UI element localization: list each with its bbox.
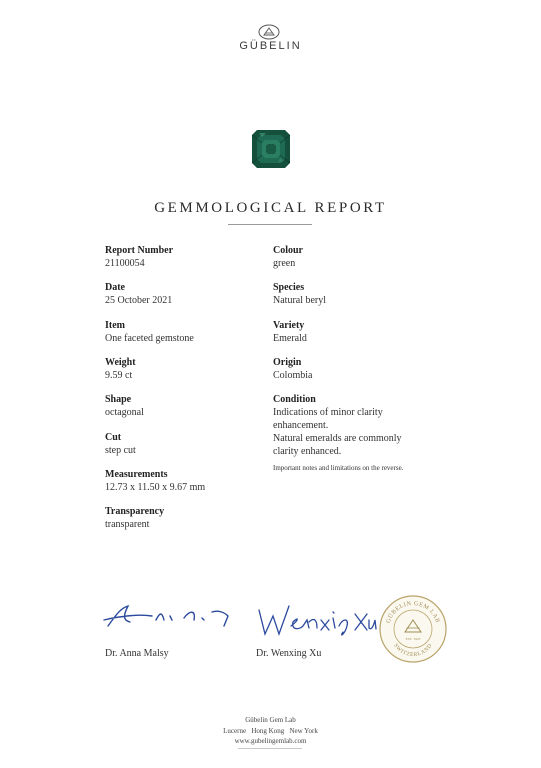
field-date <box>105 281 255 307</box>
seal-est-text: EST. 1923 <box>405 637 421 641</box>
field-label: Item <box>105 320 125 331</box>
seal-bottom-text: SWITZERLAND <box>392 642 434 659</box>
field-shape <box>105 393 255 419</box>
seal-top-text: GÜBELIN GEM LAB <box>385 600 441 625</box>
footer-cities: Lucerne Hong Kong New York <box>223 727 318 735</box>
field-value: 9.59 ct <box>105 370 133 381</box>
field-origin <box>273 356 443 382</box>
field-item <box>105 319 255 345</box>
field-report-number <box>105 244 255 270</box>
field-label: Variety <box>273 320 305 331</box>
title-divider <box>228 224 312 225</box>
signature-anna-malsy <box>100 598 240 634</box>
brand-name: GÜBELIN <box>239 40 302 52</box>
field-species <box>273 281 443 307</box>
field-value-line: enhancement. <box>273 420 329 431</box>
field-value: Colombia <box>273 370 313 381</box>
gem-lab-seal-icon <box>378 594 448 664</box>
field-value: Natural beryl <box>273 295 327 306</box>
field-value-line: clarity enhanced. <box>273 446 342 457</box>
field-label: Weight <box>105 357 136 368</box>
field-label: Measurements <box>105 469 168 480</box>
field-label: Date <box>105 282 125 293</box>
report-title: GEMMOLOGICAL REPORT <box>154 200 387 216</box>
field-transparency <box>105 505 255 531</box>
field-variety <box>273 319 443 345</box>
emerald-gem-image <box>250 128 292 170</box>
gubelin-monogram-icon <box>258 24 280 40</box>
field-value: One faceted gemstone <box>105 333 194 344</box>
field-value: 25 October 2021 <box>105 295 173 306</box>
field-value: Emerald <box>273 333 307 344</box>
field-value: green <box>273 258 296 269</box>
field-weight <box>105 356 255 382</box>
field-label: Cut <box>105 432 122 443</box>
field-label: Colour <box>273 245 303 256</box>
field-label: Condition <box>273 394 316 405</box>
field-value-line: Natural emeralds are commonly <box>273 433 402 444</box>
field-value: 12.73 x 11.50 x 9.67 mm <box>105 482 206 493</box>
footer-website[interactable]: www.gubelingemlab.com <box>234 737 307 745</box>
field-label: Report Number <box>105 245 174 256</box>
field-label: Shape <box>105 394 132 405</box>
field-value: transparent <box>105 519 150 530</box>
field-colour <box>273 244 443 270</box>
field-value: octagonal <box>105 407 144 418</box>
field-measurements <box>105 468 255 494</box>
field-label: Transparency <box>105 506 165 517</box>
field-label: Origin <box>273 357 302 368</box>
field-value: step cut <box>105 445 136 456</box>
footer-divider <box>238 748 302 749</box>
signatory-name-2: Dr. Wenxing Xu <box>256 648 322 659</box>
field-cut <box>105 431 255 457</box>
reverse-note: Important notes and limitations on the reverse. <box>273 464 404 472</box>
field-condition <box>273 393 443 458</box>
field-label: Species <box>273 282 305 293</box>
signature-wenxing-xu <box>255 596 380 640</box>
field-value-line: Indications of minor clarity <box>273 407 383 418</box>
signatory-name-1: Dr. Anna Malsy <box>105 648 169 659</box>
field-value: 21100054 <box>105 258 145 269</box>
footer-lab-name: Gübelin Gem Lab <box>245 716 296 724</box>
